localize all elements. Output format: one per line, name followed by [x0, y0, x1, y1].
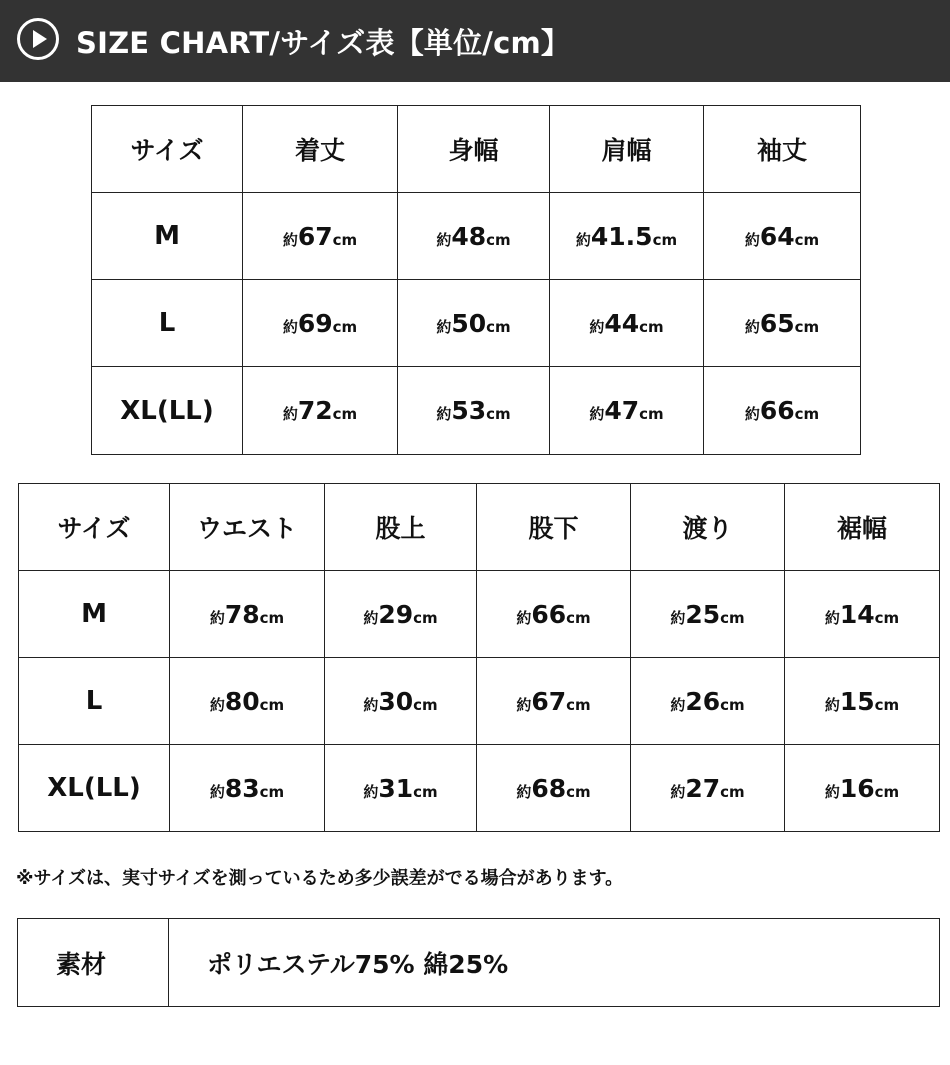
measurement-cell: 約66cm	[477, 571, 631, 658]
measurement-cell: 約48cm	[398, 193, 550, 280]
table-row	[19, 745, 940, 832]
table-header-row	[19, 484, 940, 571]
table-row	[18, 919, 940, 1007]
measurement-cell: 約50cm	[398, 280, 550, 367]
measurement-cell: 約27cm	[631, 745, 785, 832]
table-row	[92, 367, 861, 455]
measurement-cell: 約64cm	[704, 193, 861, 280]
measurement-cell: 約65cm	[704, 280, 861, 367]
material-value: ポリエステル75% 綿25%	[169, 919, 940, 1007]
measurement-cell: 約66cm	[704, 367, 861, 455]
measurement-cell: 約31cm	[325, 745, 477, 832]
table-row	[19, 571, 940, 658]
size-label: M	[19, 571, 170, 658]
size-label: L	[92, 280, 243, 367]
size-label: XL(LL)	[19, 745, 170, 832]
table-row	[92, 193, 861, 280]
measurement-cell: 約29cm	[325, 571, 477, 658]
measurement-cell: 約78cm	[170, 571, 325, 658]
measurement-cell: 約53cm	[398, 367, 550, 455]
measurement-cell: 約80cm	[170, 658, 325, 745]
size-label: XL(LL)	[92, 367, 243, 455]
measurement-cell: 約25cm	[631, 571, 785, 658]
play-circle-icon	[16, 17, 60, 61]
measurement-cell: 約67cm	[243, 193, 398, 280]
size-label: L	[19, 658, 170, 745]
measurement-cell: 約69cm	[243, 280, 398, 367]
column-header: 袖丈	[704, 106, 861, 193]
measurement-cell: 約68cm	[477, 745, 631, 832]
table-header-row	[92, 106, 861, 193]
column-header: 股上	[325, 484, 477, 571]
bottom-size-table	[18, 483, 940, 832]
page-title: SIZE CHART/サイズ表【単位/cm】	[76, 26, 571, 60]
measurement-cell: 約30cm	[325, 658, 477, 745]
column-header: ウエスト	[170, 484, 325, 571]
column-header: 裾幅	[785, 484, 940, 571]
header-bar	[0, 0, 950, 82]
measurement-cell: 約41.5cm	[550, 193, 704, 280]
measurement-cell: 約16cm	[785, 745, 940, 832]
measurement-cell: 約47cm	[550, 367, 704, 455]
measurement-cell: 約15cm	[785, 658, 940, 745]
column-header: 股下	[477, 484, 631, 571]
measurement-cell: 約26cm	[631, 658, 785, 745]
column-header: 肩幅	[550, 106, 704, 193]
column-header: 着丈	[243, 106, 398, 193]
measurement-cell: 約44cm	[550, 280, 704, 367]
column-header: サイズ	[92, 106, 243, 193]
material-label: 素材	[18, 919, 169, 1007]
table-row	[19, 658, 940, 745]
measurement-note: ※サイズは、実寸サイズを測っているため多少誤差がでる場合があります。	[16, 868, 624, 889]
column-header: 身幅	[398, 106, 550, 193]
measurement-cell: 約14cm	[785, 571, 940, 658]
measurement-cell: 約67cm	[477, 658, 631, 745]
measurement-cell: 約83cm	[170, 745, 325, 832]
top-size-table	[91, 105, 861, 455]
table-row	[92, 280, 861, 367]
measurement-cell: 約72cm	[243, 367, 398, 455]
column-header: 渡り	[631, 484, 785, 571]
size-label: M	[92, 193, 243, 280]
material-table	[17, 918, 940, 1007]
column-header: サイズ	[19, 484, 170, 571]
